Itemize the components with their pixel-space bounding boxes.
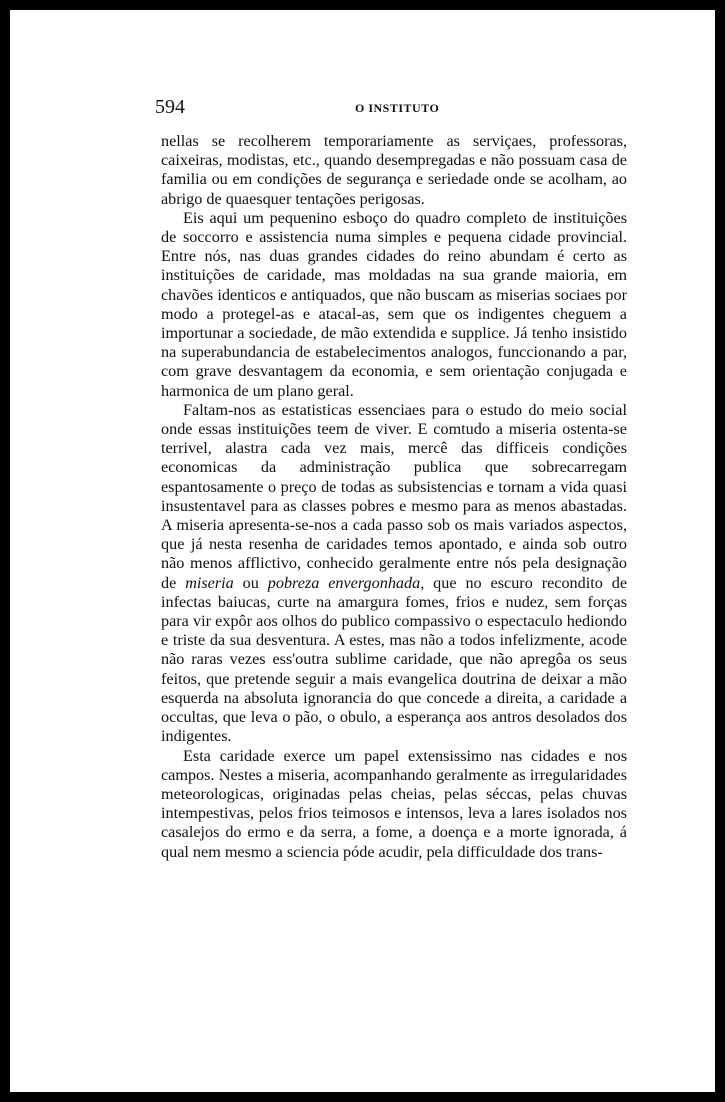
paragraph [161, 209, 627, 401]
text-segment: Esta caridade exerce um papel extensissimo nas cidades e nos campos. Nestes a miseria, acompanhando geralmente as irregularidades meteorologicas, originadas pelas cheias, pelas séccas, pelas chuvas intempestivas, pelos frios teimosos e intensos, leva a lares isolados nos casalejos do ermo e da serra, a fome, a doença e a morte ignorada, á qual nem mesmo a sciencia póde acudir, pela difficuldade dos trans- [161, 746, 627, 861]
page-header [155, 96, 625, 122]
page-number: 594 [155, 96, 185, 118]
paragraph [161, 132, 627, 209]
italic-term: pobreza envergonhada, [267, 573, 425, 592]
text-segment: Faltam-nos as estatisticas essenciaes para o estudo do meio social onde essas instituições teem de viver. E comtudo a miseria ostenta-se terrivel, alastra cada vez mais, mercê das difficeis condições economicas da administração publica que sobrecarregam espantosamente o preço de todas as subsistencias e tornam a vida quasi insustentavel para as classes pobres e mesmo para as menos abastadas. A miseria apresenta-se-nos a cada passo sob os mais variados aspectos, que já nesta resenha de caridades temos apontado, e ainda sob outro não menos afflictivo, conhecido geralmente entre nós pela designação de [161, 400, 627, 592]
paragraph [161, 401, 627, 747]
text-segment: que no escuro recondito de infectas baiucas, curte na amargura fomes, frios e nudez, sem forças para vir expôr aos olhos do publico compassivo o espectaculo hediondo e triste da sua desventura. A estes, mas não a todos infelizmente, acode não raras vezes ess'outra sublime caridade, que não apregôa os seus feitos, que pretende seguir a mais evangelica doutrina de deixar a mão esquerda na absoluta ignorancia do que concede a direita, a caridade a occultas, que leva o pão, o obulo, a esperança aos antros desolados dos indigentes. [161, 573, 628, 746]
text-segment: nellas se recolherem temporariamente as serviçaes, professoras, caixeiras, modistas, etc., quando desempregadas e não possuam casa de familia ou em condições de segurança e seriedade onde se acolham, ao abrigo de quaesquer tentações perigosas. [161, 132, 627, 208]
italic-term: miseria [185, 573, 234, 592]
text-segment: Eis aqui um pequenino esboço do quadro completo de instituições de soccorro e assistencia numa simples e pequena cidade provincial. Entre nós, nas duas grandes cidades do reino abundam é certo as instituições de caridade, mas moldadas na sua grande maioria, em chavões identicos e antiquados, que não buscam as miserias sociaes por modo a protegel-as e atacal-as, sem que os indigentes cheguem a importunar a sociedade, de mão extendida e supplice. Já tenho insistido na superabundancia de estabelecimentos analogos, funccionando a par, com grave desvantagem da economia, e sem orientação conjugada e harmonica de um plano geral. [161, 208, 627, 400]
running-title: O INSTITUTO [355, 101, 440, 115]
book-page [10, 10, 715, 1092]
paragraph [161, 747, 627, 862]
text-segment: ou [233, 573, 268, 592]
body-text [161, 132, 627, 862]
